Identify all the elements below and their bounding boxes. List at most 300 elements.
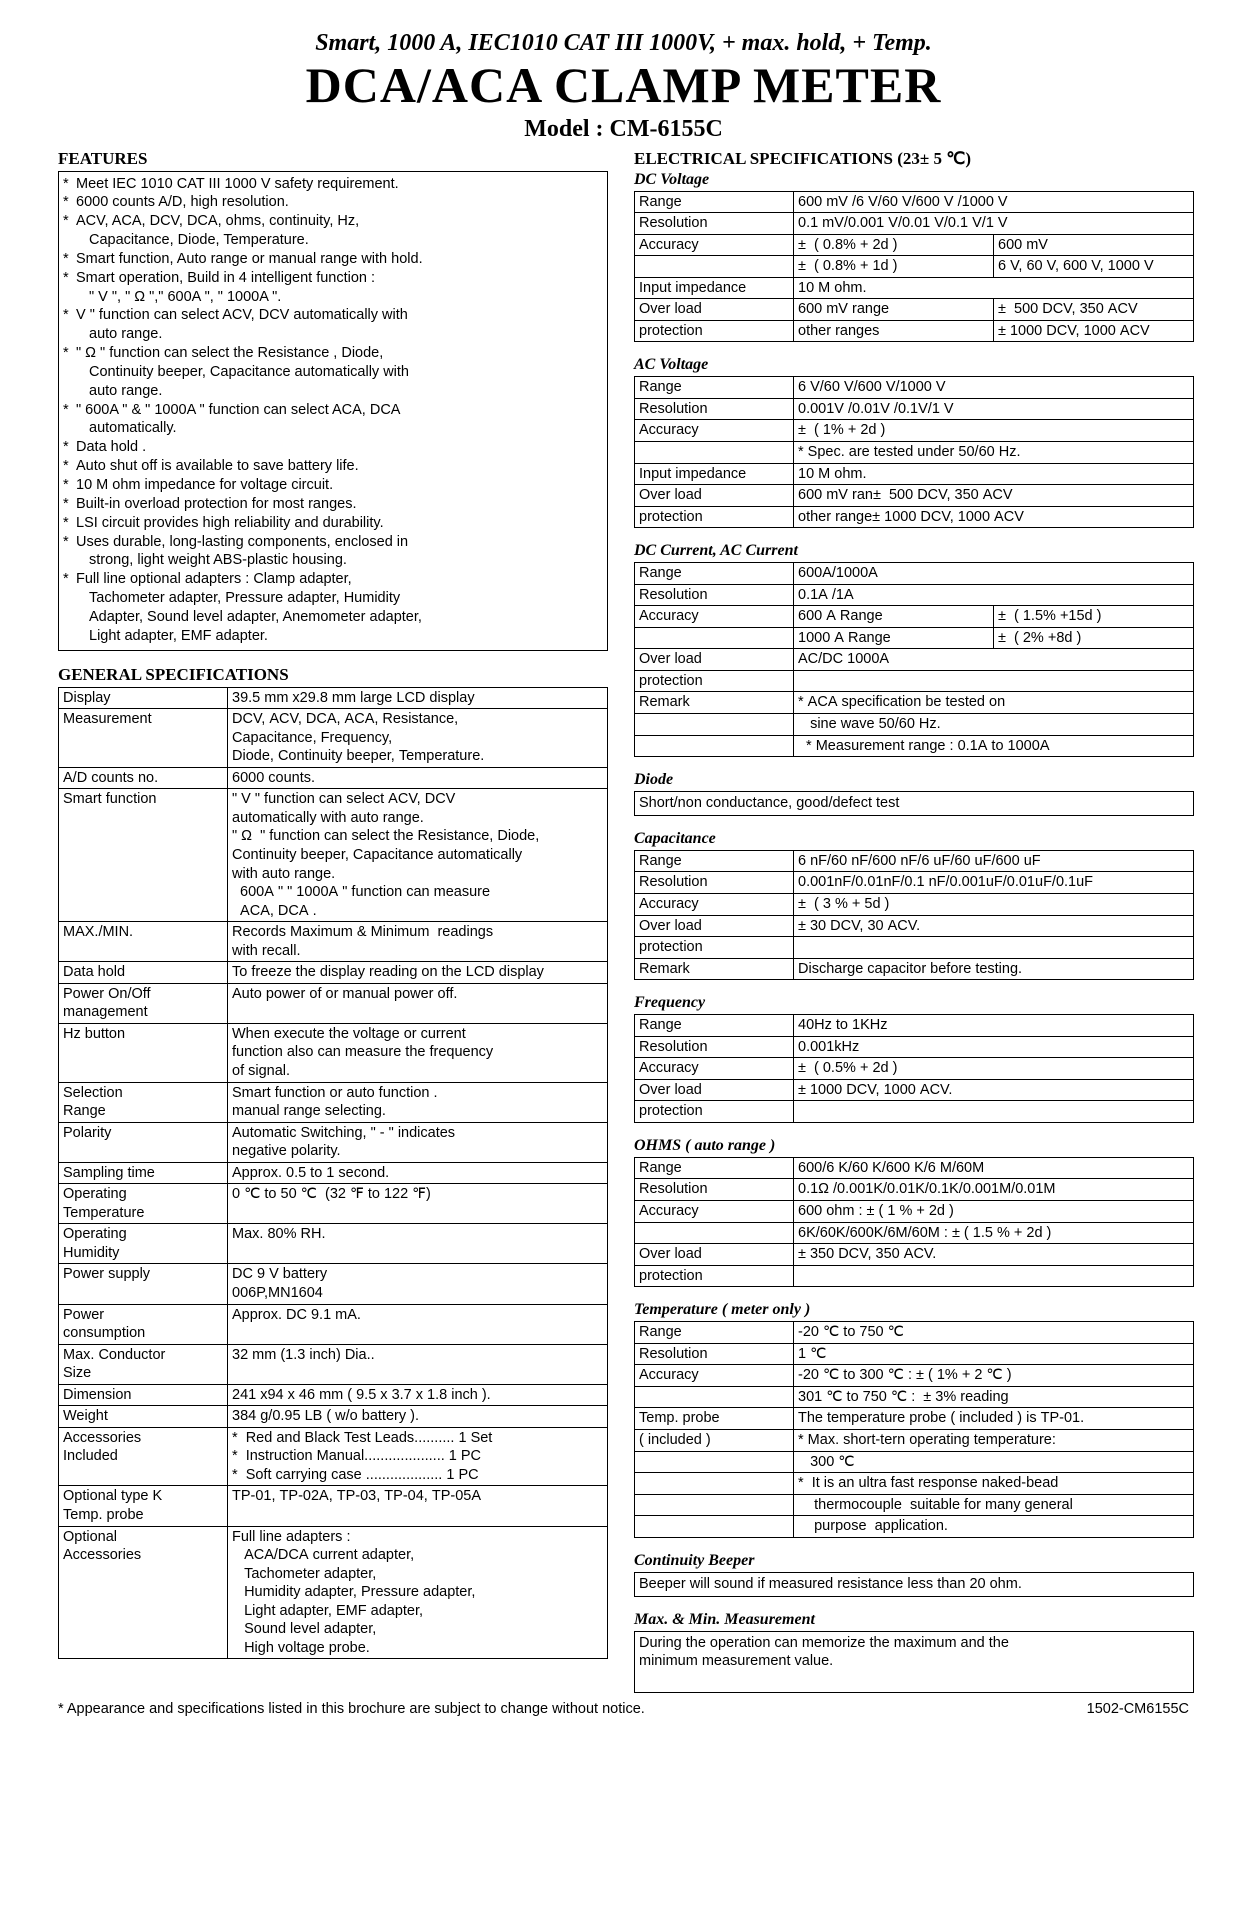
bullet-star-icon: * [63, 401, 69, 418]
spec-value: * Max. short-tern operating temperature: [794, 1429, 1194, 1451]
spec-value: " V " function can select ACV, DCV automatically with auto range. " Ω " function can select the Resistance, Diode, Continuity beeper, Capacitance automatically with auto range. 600A " " 1000A " function can measure ACA, DCA . [228, 789, 608, 922]
bullet-star-icon: * [63, 495, 69, 512]
spec-label: Range [635, 1157, 794, 1179]
features-box [58, 171, 608, 651]
electrical-subheading: Capacitance [634, 829, 716, 847]
spec-value: To freeze the display reading on the LCD display [228, 962, 608, 984]
table-row [635, 1201, 1194, 1223]
table-row [59, 1264, 608, 1304]
spec-value [794, 1101, 1194, 1123]
table-row [635, 191, 1194, 213]
electrical-table [634, 850, 1194, 980]
spec-label: Resolution [635, 398, 794, 420]
spec-value: ± 1000 DCV, 1000 ACV. [794, 1079, 1194, 1101]
spec-value: 6 V/60 V/600 V/1000 V [794, 377, 1194, 399]
spec-value: ± ( 0.8% + 2d ) [794, 234, 994, 256]
spec-label [635, 256, 794, 278]
feature-text: Adapter, Sound level adapter, Anemometer adapter, [89, 608, 422, 625]
spec-label [635, 1494, 794, 1516]
feature-text: Tachometer adapter, Pressure adapter, Humidity [89, 590, 401, 607]
table-row [635, 1473, 1194, 1495]
content-columns [58, 149, 1189, 1694]
feature-item [63, 193, 603, 212]
table-row [59, 1427, 608, 1486]
electrical-subheading: Max. & Min. Measurement [634, 1610, 815, 1628]
table-row [59, 983, 608, 1023]
feature-text: auto range. [89, 326, 163, 343]
tagline: Smart, 1000 A, IEC1010 CAT III 1000V, + max. hold, + Temp. [315, 30, 932, 56]
bullet-star-icon: * [63, 458, 69, 475]
feature-item [63, 212, 603, 231]
spec-label: protection [635, 937, 794, 959]
electrical-table [634, 562, 1194, 757]
table-row [635, 692, 1194, 714]
table-row [635, 1157, 1194, 1179]
spec-label: A/D counts no. [59, 767, 228, 789]
feature-text: V " function can select ACV, DCV automatically with [76, 307, 408, 324]
electrical-note: Beeper will sound if measured resistance less than 20 ohm. [634, 1572, 1194, 1597]
spec-value: 1 ℃ [794, 1343, 1194, 1365]
table-row [59, 687, 608, 709]
spec-value: * Spec. are tested under 50/60 Hz. [794, 441, 1194, 463]
spec-label: Input impedance [635, 463, 794, 485]
footer-code: 1502-CM6155C [1086, 1701, 1189, 1718]
spec-value: 39.5 mm x29.8 mm large LCD display [228, 687, 608, 709]
spec-value: * Red and Black Test Leads.......... 1 Set * Instruction Manual.................... 1 PC * Soft carrying case ................... 1 PC [228, 1427, 608, 1486]
table-row [635, 627, 1194, 649]
table-row [635, 299, 1194, 321]
spec-label: Range [635, 563, 794, 585]
table-row [635, 1179, 1194, 1201]
electrical-table [634, 376, 1194, 528]
feature-text: " Ω " function can select the Resistance , Diode, [76, 345, 384, 362]
spec-value-extra: ± ( 1.5% +15d ) [994, 606, 1194, 628]
table-row [59, 1122, 608, 1162]
spec-label: Accuracy [635, 1058, 794, 1080]
spec-label: Selection Range [59, 1082, 228, 1122]
feature-item [63, 231, 603, 250]
spec-value: 600 mV ran± 500 DCV, 350 ACV [794, 485, 1194, 507]
table-row [635, 1386, 1194, 1408]
bullet-star-icon: * [63, 307, 69, 324]
feature-text: 6000 counts A/D, high resolution. [76, 194, 289, 211]
table-row [59, 1526, 608, 1659]
table-row [635, 441, 1194, 463]
feature-item [63, 495, 603, 514]
spec-value: 10 M ohm. [794, 463, 1194, 485]
feature-item [63, 570, 603, 589]
table-row [59, 1384, 608, 1406]
feature-item [63, 457, 603, 476]
table-row [635, 277, 1194, 299]
spec-label: protection [635, 320, 794, 342]
table-row [59, 1304, 608, 1344]
spec-label: Display [59, 687, 228, 709]
table-row [635, 894, 1194, 916]
feature-text: Full line optional adapters : Clamp adapter, [76, 571, 352, 588]
spec-label [635, 627, 794, 649]
spec-label: Accuracy [635, 420, 794, 442]
spec-value-extra: 6 V, 60 V, 600 V, 1000 V [994, 256, 1194, 278]
spec-value [794, 937, 1194, 959]
spec-value: TP-01, TP-02A, TP-03, TP-04, TP-05A [228, 1486, 608, 1526]
spec-value: 384 g/0.95 LB ( w/o battery ). [228, 1406, 608, 1428]
spec-label: Over load [635, 649, 794, 671]
electrical-table [634, 1321, 1194, 1537]
spec-label: Over load [635, 299, 794, 321]
spec-value: 10 M ohm. [794, 277, 1194, 299]
table-row [635, 463, 1194, 485]
spec-label: Weight [59, 1406, 228, 1428]
bullet-star-icon: * [63, 514, 69, 531]
feature-text: " 600A " & " 1000A " function can select ACA, DCA [76, 401, 401, 418]
table-row [635, 1058, 1194, 1080]
spec-value [794, 1265, 1194, 1287]
table-row [635, 485, 1194, 507]
spec-value: * It is an ultra fast response naked-bead [794, 1473, 1194, 1495]
spec-value: other range± 1000 DCV, 1000 ACV [794, 506, 1194, 528]
spec-label: Range [635, 1015, 794, 1037]
feature-item [63, 533, 603, 552]
feature-text: Uses durable, long-lasting components, enclosed in [76, 533, 409, 550]
spec-label: Temp. probe [635, 1408, 794, 1430]
table-row [59, 1344, 608, 1384]
spec-label: Power consumption [59, 1304, 228, 1344]
feature-item [63, 363, 603, 382]
spec-value: 40Hz to 1KHz [794, 1015, 1194, 1037]
bullet-star-icon: * [63, 175, 69, 192]
spec-value: 0.001V /0.01V /0.1V/1 V [794, 398, 1194, 420]
bullet-star-icon: * [63, 194, 69, 211]
table-row [635, 320, 1194, 342]
spec-label: Over load [635, 1244, 794, 1266]
bullet-star-icon: * [63, 439, 69, 456]
table-row [635, 1079, 1194, 1101]
spec-label: protection [635, 506, 794, 528]
bullet-star-icon [63, 231, 76, 250]
spec-value: 600/6 K/60 K/600 K/6 M/60M [794, 1157, 1194, 1179]
table-row [635, 1244, 1194, 1266]
feature-text: Smart function, Auto range or manual range with hold. [76, 250, 423, 267]
spec-value-extra: ± 500 DCV, 350 ACV [994, 299, 1194, 321]
feature-text: Auto shut off is available to save battery life. [76, 458, 359, 475]
spec-value: DC 9 V battery 006P,MN1604 [228, 1264, 608, 1304]
spec-label: Range [635, 1322, 794, 1344]
feature-item [63, 627, 603, 646]
electrical-subheading: OHMS ( auto range ) [634, 1136, 776, 1154]
bullet-star-icon: * [63, 533, 69, 550]
spec-value-extra: ± ( 2% +8d ) [994, 627, 1194, 649]
spec-label [635, 1386, 794, 1408]
spec-value: 301 ℃ to 750 ℃ : ± 3% reading [794, 1386, 1194, 1408]
bullet-star-icon: * [63, 269, 69, 286]
spec-label: Accuracy [635, 1365, 794, 1387]
spec-value: ± 30 DCV, 30 ACV. [794, 915, 1194, 937]
table-row [635, 398, 1194, 420]
feature-item [63, 175, 603, 194]
spec-value: 6000 counts. [228, 767, 608, 789]
table-row [635, 713, 1194, 735]
feature-text: Meet IEC 1010 CAT III 1000 V safety requirement. [76, 175, 399, 192]
spec-value: 0 ℃ to 50 ℃ (32 ℉ to 122 ℉) [228, 1184, 608, 1224]
spec-label: protection [635, 1265, 794, 1287]
bullet-star-icon [63, 419, 76, 438]
spec-label: Accuracy [635, 606, 794, 628]
table-row [635, 1408, 1194, 1430]
table-row [635, 1429, 1194, 1451]
table-row [635, 377, 1194, 399]
table-row [635, 937, 1194, 959]
spec-label: Remark [635, 958, 794, 980]
spec-value: 6K/60K/600K/6M/60M : ± ( 1.5 % + 2d ) [794, 1222, 1194, 1244]
feature-item [63, 589, 603, 608]
spec-label [635, 1451, 794, 1473]
table-row [635, 649, 1194, 671]
spec-label: Hz button [59, 1023, 228, 1082]
spec-label: Measurement [59, 709, 228, 768]
electrical-table [634, 1157, 1194, 1287]
table-row [635, 1451, 1194, 1473]
spec-value: * ACA specification be tested on [794, 692, 1194, 714]
feature-text: Data hold . [76, 439, 147, 456]
spec-value-extra: ± 1000 DCV, 1000 ACV [994, 320, 1194, 342]
spec-label: Operating Temperature [59, 1184, 228, 1224]
bullet-star-icon: * [63, 250, 69, 267]
feature-item [63, 419, 603, 438]
left-column [58, 149, 608, 1660]
spec-label: protection [635, 670, 794, 692]
feature-text: Continuity beeper, Capacitance automatically with [89, 363, 409, 380]
spec-value: 241 x94 x 46 mm ( 9.5 x 3.7 x 1.8 inch ). [228, 1384, 608, 1406]
spec-value: 600 mV range [794, 299, 994, 321]
table-row [635, 1343, 1194, 1365]
feature-text: strong, light weight ABS-plastic housing. [89, 552, 347, 569]
feature-item [63, 382, 603, 401]
feature-text: Light adapter, EMF adapter. [89, 627, 268, 644]
table-row [635, 670, 1194, 692]
spec-label: Resolution [635, 1179, 794, 1201]
bullet-star-icon [63, 288, 76, 307]
spec-label: Max. Conductor Size [59, 1344, 228, 1384]
bullet-star-icon: * [63, 345, 69, 362]
feature-text: Capacitance, Diode, Temperature. [89, 232, 309, 249]
spec-label [635, 735, 794, 757]
general-specs-table [58, 687, 608, 1660]
spec-label: Accuracy [635, 1201, 794, 1223]
feature-text: LSI circuit provides high reliability and durability. [76, 514, 384, 531]
table-row [59, 1224, 608, 1264]
feature-item [63, 250, 603, 269]
bullet-star-icon [63, 382, 76, 401]
table-row [635, 915, 1194, 937]
spec-label: Dimension [59, 1384, 228, 1406]
spec-value: sine wave 50/60 Hz. [794, 713, 1194, 735]
spec-label [635, 713, 794, 735]
right-column [634, 149, 1194, 1694]
spec-value [794, 670, 1194, 692]
feature-text: Smart operation, Build in 4 intelligent function : [76, 269, 376, 286]
electrical-note: During the operation can memorize the maximum and the minimum measurement value. [634, 1631, 1194, 1694]
table-row [635, 735, 1194, 757]
spec-value: other ranges [794, 320, 994, 342]
table-row [635, 958, 1194, 980]
spec-label [635, 1222, 794, 1244]
spec-label: MAX./MIN. [59, 922, 228, 962]
spec-value: Full line adapters : ACA/DCA current adapter, Tachometer adapter, Humidity adapter, Pressure adapter, Light adapter, EMF adapter, Sound level adapter, High voltage probe. [228, 1526, 608, 1659]
spec-label: Resolution [635, 1343, 794, 1365]
electrical-sections [634, 171, 1194, 1694]
feature-item [63, 325, 603, 344]
bullet-star-icon [63, 325, 76, 344]
spec-value: -20 ℃ to 750 ℃ [794, 1322, 1194, 1344]
spec-value: 1000 A Range [794, 627, 994, 649]
table-row [59, 789, 608, 922]
bullet-star-icon [63, 627, 76, 646]
spec-value: ± ( 1% + 2d ) [794, 420, 1194, 442]
spec-label [635, 1516, 794, 1538]
spec-value: ± ( 0.5% + 2d ) [794, 1058, 1194, 1080]
spec-value: 6 nF/60 nF/600 nF/6 uF/60 uF/600 uF [794, 850, 1194, 872]
bullet-star-icon [63, 551, 76, 570]
spec-value: 300 ℃ [794, 1451, 1194, 1473]
table-row [635, 1101, 1194, 1123]
bullet-star-icon [63, 589, 76, 608]
spec-label: Smart function [59, 789, 228, 922]
spec-label: Resolution [635, 872, 794, 894]
spec-label: Accuracy [635, 894, 794, 916]
spec-value: 600 ohm : ± ( 1 % + 2d ) [794, 1201, 1194, 1223]
spec-value: Max. 80% RH. [228, 1224, 608, 1264]
spec-value-extra: 600 mV [994, 234, 1194, 256]
spec-label: Over load [635, 915, 794, 937]
table-row [635, 1322, 1194, 1344]
spec-label: Over load [635, 485, 794, 507]
electrical-subheading: AC Voltage [634, 356, 709, 374]
spec-label [635, 1473, 794, 1495]
feature-text: 10 M ohm impedance for voltage circuit. [76, 477, 334, 493]
spec-value: 0.001nF/0.01nF/0.1 nF/0.001uF/0.01uF/0.1uF [794, 872, 1194, 894]
model-number: Model : CM-6155C [524, 115, 723, 142]
bullet-star-icon: * [63, 213, 69, 230]
spec-label: Range [635, 377, 794, 399]
electrical-subheading: Diode [634, 771, 674, 789]
spec-value: 600 mV /6 V/60 V/600 V /1000 V [794, 191, 1194, 213]
feature-item [63, 306, 603, 325]
spec-label: Power On/Off management [59, 983, 228, 1023]
spec-label: Polarity [59, 1122, 228, 1162]
feature-item [63, 608, 603, 627]
spec-value: Discharge capacitor before testing. [794, 958, 1194, 980]
electrical-subheading: Frequency [634, 994, 706, 1012]
spec-value: 0.1Ω /0.001K/0.01K/0.1K/0.001M/0.01M [794, 1179, 1194, 1201]
spec-value: The temperature probe ( included ) is TP-01. [794, 1408, 1194, 1430]
spec-value: 0.1 mV/0.001 V/0.01 V/0.1 V/1 V [794, 213, 1194, 235]
spec-value: ± ( 3 % + 5d ) [794, 894, 1194, 916]
table-row [635, 234, 1194, 256]
spec-label: Range [635, 850, 794, 872]
spec-value: Records Maximum & Minimum readings with recall. [228, 922, 608, 962]
electrical-note: Short/non conductance, good/defect test [634, 791, 1194, 816]
spec-value: 600 A Range [794, 606, 994, 628]
spec-value: AC/DC 1000A [794, 649, 1194, 671]
bullet-star-icon: * [63, 477, 69, 493]
spec-label: protection [635, 1101, 794, 1123]
electrical-subheading: Continuity Beeper [634, 1551, 755, 1569]
table-row [635, 1494, 1194, 1516]
spec-value: 600A/1000A [794, 563, 1194, 585]
spec-value: ± 350 DCV, 350 ACV. [794, 1244, 1194, 1266]
general-specs-heading: GENERAL SPECIFICATIONS [58, 664, 289, 684]
spec-label: Resolution [635, 1036, 794, 1058]
spec-label: Accessories Included [59, 1427, 228, 1486]
spec-label: Operating Humidity [59, 1224, 228, 1264]
feature-item [63, 344, 603, 363]
table-row [635, 606, 1194, 628]
table-row [59, 1184, 608, 1224]
feature-text: Built-in overload protection for most ranges. [76, 495, 357, 512]
page-title: DCA/ACA CLAMP METER [305, 57, 942, 113]
spec-value: * Measurement range : 0.1A to 1000A [794, 735, 1194, 757]
spec-label: Over load [635, 1079, 794, 1101]
spec-value: thermocouple suitable for many general [794, 1494, 1194, 1516]
bullet-star-icon [63, 363, 76, 382]
electrical-subheading: DC Current, AC Current [634, 542, 798, 560]
table-row [635, 1516, 1194, 1538]
table-row [59, 922, 608, 962]
spec-value: -20 ℃ to 300 ℃ : ± ( 1% + 2 ℃ ) [794, 1365, 1194, 1387]
page-header [58, 30, 1189, 143]
table-row [59, 709, 608, 768]
feature-text: auto range. [89, 382, 163, 399]
table-row [635, 1265, 1194, 1287]
spec-label: Accuracy [635, 234, 794, 256]
table-row [59, 1406, 608, 1428]
table-row [59, 962, 608, 984]
spec-label: Optional Accessories [59, 1526, 228, 1659]
electrical-subheading: Temperature ( meter only ) [634, 1301, 811, 1319]
table-row [635, 1365, 1194, 1387]
spec-label: ( included ) [635, 1429, 794, 1451]
table-row [59, 1162, 608, 1184]
table-row [59, 767, 608, 789]
table-row [635, 506, 1194, 528]
footer-note: * Appearance and specifications listed in this brochure are subject to change without notice. [58, 1701, 645, 1718]
table-row [635, 256, 1194, 278]
spec-value: Approx. 0.5 to 1 second. [228, 1162, 608, 1184]
table-row [635, 1222, 1194, 1244]
feature-item [63, 288, 603, 307]
feature-text: " V ", " Ω "," 600A ", " 1000A ". [89, 288, 282, 305]
spec-label: Resolution [635, 584, 794, 606]
electrical-specs-heading: ELECTRICAL SPECIFICATIONS (23± 5 ℃) [634, 148, 971, 168]
spec-label: Range [635, 191, 794, 213]
spec-value: 0.001kHz [794, 1036, 1194, 1058]
spec-value: Automatic Switching, " - " indicates negative polarity. [228, 1122, 608, 1162]
table-row [635, 872, 1194, 894]
table-row [59, 1023, 608, 1082]
table-row [635, 584, 1194, 606]
spec-value: Smart function or auto function . manual range selecting. [228, 1082, 608, 1122]
table-row [635, 850, 1194, 872]
bullet-star-icon: * [63, 571, 69, 588]
spec-label: Optional type K Temp. probe [59, 1486, 228, 1526]
feature-item [63, 514, 603, 533]
spec-value: ± ( 0.8% + 1d ) [794, 256, 994, 278]
electrical-table [634, 191, 1194, 343]
feature-item [63, 551, 603, 570]
electrical-table [634, 1014, 1194, 1123]
feature-text: automatically. [89, 420, 177, 437]
